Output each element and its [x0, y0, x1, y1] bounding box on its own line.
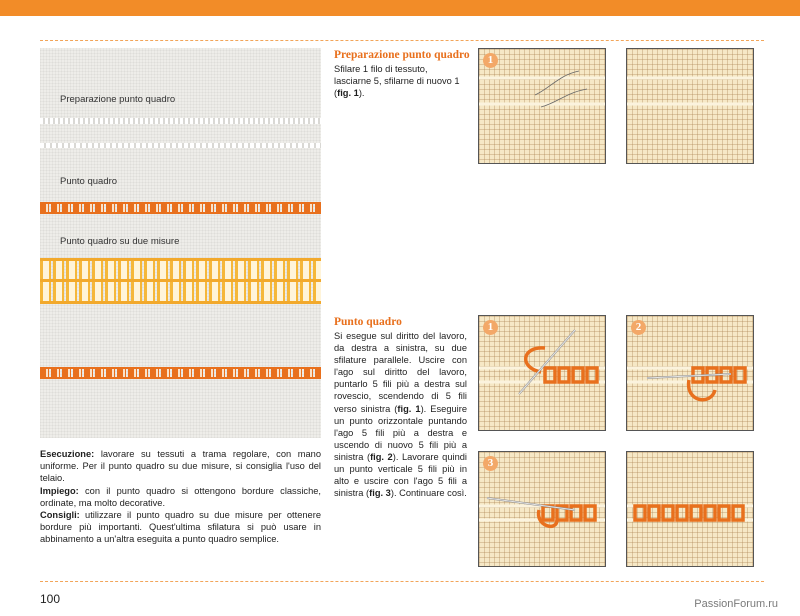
- figure-prep-1-drawing: [479, 49, 606, 164]
- consigli-text: utilizzare il punto quadro su due misure per ottenere bordure più importanti. Quest'ultima sfilatura si può usare in abbinamento a un'altra eseguita a punto quadro semplice.: [40, 510, 321, 545]
- impiego-paragraph: [40, 485, 321, 509]
- stitch-text-part-c: ). Lavorare quindi un punto verticale 5 fili più in alto e uscire con l'ago 5 fili a sinistra (: [334, 451, 467, 499]
- figure-stitch-4: [626, 451, 754, 567]
- esecuzione-text: lavorare su tessuti a trama regolare, con mano uniforme. Per il punto quadro su due misure, si consiglia l'uso del telaio.: [40, 449, 321, 484]
- photo-label-two-sizes: Punto quadro su due misure: [60, 236, 180, 247]
- instructions-text: [40, 448, 321, 546]
- esecuzione-label: Esecuzione:: [40, 449, 95, 459]
- bottom-dashed-divider: [40, 581, 764, 582]
- figure-stitch-4-drawing: [627, 452, 754, 567]
- prep-text-part-b: ).: [358, 88, 365, 99]
- section-text-preparation: [334, 63, 466, 99]
- esecuzione-paragraph: [40, 448, 321, 485]
- stitch-text-part-a: Si esegue sul diritto del lavoro, da destra a sinistra, su due sfilature parallele. Uscire con l'ago sul diritto del lavoro, puntarlo 5 fili più a destra sul rovescio, scendendo di 5 fili verso sinistra (: [334, 331, 467, 414]
- stitch-fig2-ref: fig. 2: [370, 451, 393, 462]
- figure-prep-1-badge: 1: [483, 53, 498, 68]
- figure-prep-1: [478, 48, 606, 164]
- page-number: 100: [40, 592, 61, 606]
- photo-label-preparation: Preparazione punto quadro: [60, 94, 176, 105]
- stitch-text-part-d: ). Continuare così.: [390, 488, 467, 499]
- stitch-fig3-ref: fig. 3: [369, 488, 391, 499]
- stitch-fig1-ref: fig. 1: [397, 403, 421, 414]
- figure-stitch-2-drawing: [627, 316, 754, 431]
- prep-text-part-a: Sfilare 1 filo di tessuto, lasciarne 5, sfilarne di nuovo 1 (: [334, 64, 460, 99]
- figure-prep-2-drawing: [627, 49, 754, 164]
- consigli-label: Consigli:: [40, 510, 80, 521]
- fabric-photo: [40, 48, 321, 438]
- figure-stitch-1-drawing: [479, 316, 606, 431]
- drawn-thread-line-2: [40, 143, 321, 148]
- impiego-text: con il punto quadro si ottengono bordure classiche, ordinate, ma molto decorative.: [40, 485, 321, 508]
- section-title-square-stitch: Punto quadro: [334, 316, 402, 328]
- drawn-thread-line-1: [40, 118, 321, 124]
- top-dashed-divider: [40, 40, 764, 41]
- orange-stitch-band-2: [40, 367, 321, 379]
- figure-stitch-2-badge: 2: [631, 320, 646, 335]
- orange-stitch-band-1: [40, 202, 321, 214]
- figure-prep-2: [626, 48, 754, 164]
- top-color-bar: [0, 0, 800, 16]
- yellow-stitch-center-line: [40, 279, 321, 282]
- figure-stitch-3-badge: 3: [483, 456, 498, 471]
- figure-stitch-1: [478, 315, 606, 431]
- figure-stitch-3: [478, 451, 606, 567]
- section-title-preparation: Preparazione punto quadro: [334, 49, 470, 61]
- section-text-square-stitch: [334, 330, 467, 499]
- stitch-text-part-b: ). Eseguire un punto orizzontale puntando l'ago 5 fili più a destra e uscendo di nuovo 5 fili più a sinistra (: [334, 403, 467, 462]
- figure-stitch-3-drawing: [479, 452, 606, 567]
- watermark-text: PassionForum.ru: [694, 598, 778, 610]
- prep-fig-ref: fig. 1: [337, 88, 359, 99]
- impiego-label: Impiego:: [40, 485, 79, 496]
- photo-label-square-stitch: Punto quadro: [60, 176, 118, 187]
- figure-stitch-2: [626, 315, 754, 431]
- figure-stitch-1-badge: 1: [483, 320, 498, 335]
- consigli-paragraph: [40, 509, 321, 546]
